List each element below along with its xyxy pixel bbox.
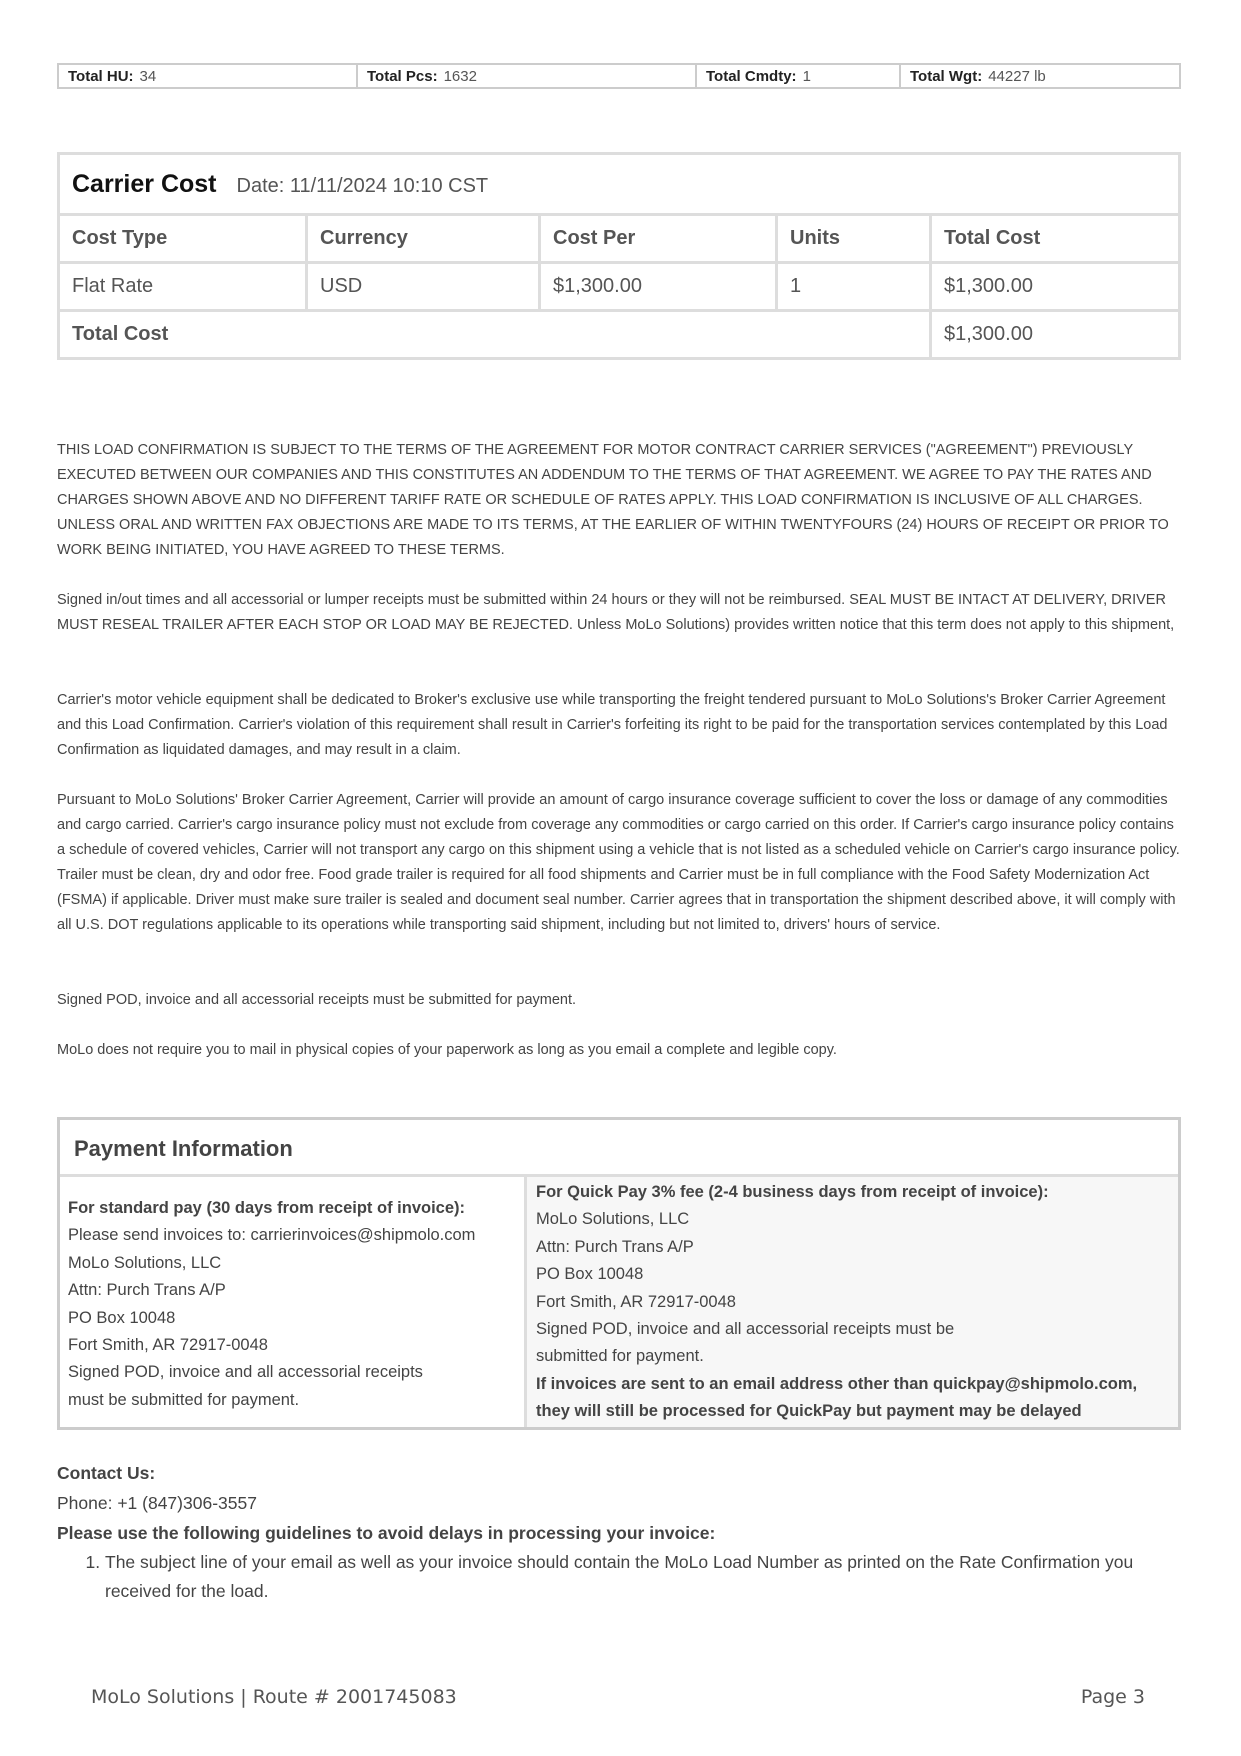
- quickpay-line: Fort Smith, AR 72917-0048: [536, 1292, 736, 1311]
- standard-pay-line: MoLo Solutions, LLC: [68, 1253, 222, 1272]
- contact-heading: Contact Us:: [57, 1463, 156, 1483]
- column-header: Cost Type: [59, 215, 307, 263]
- terms-paragraph: Signed POD, invoice and all accessorial receipts must be submitted for payment.: [57, 992, 577, 1008]
- totals-bar: [57, 63, 1181, 89]
- standard-pay-line: PO Box 10048: [68, 1308, 176, 1327]
- quickpay-line: submitted for payment.: [536, 1347, 704, 1366]
- carrier-cost-table: [57, 152, 1181, 360]
- guidelines-list: [57, 1548, 1183, 1606]
- column-header: Total Cost: [931, 215, 1180, 263]
- total-hu-value: 34: [139, 68, 157, 85]
- table-cell: 1: [777, 263, 931, 311]
- standard-pay-line: Please send invoices to: carrierinvoices@shipmolo.com: [68, 1226, 476, 1245]
- table-row: [59, 263, 1180, 311]
- contact-section: [57, 1458, 1183, 1606]
- terms-paragraph: Carrier's motor vehicle equipment shall be dedicated to Broker's exclusive use while transporting the freight tendered pursuant to MoLo Solutions's Broker Carrier Agreement and this Load Confirmation. Carrier's violation of this requirement shall result in Carrier's forfeiting its right to be paid for the transportation services contemplated by this Load Confirmation as liquidated damages, and may result in a claim.: [57, 692, 1168, 758]
- footer-route: MoLo Solutions | Route # 2001745083: [91, 1686, 457, 1708]
- contact-phone: Phone: +1 (847)306-3557: [57, 1493, 257, 1513]
- total-cost-value: $1,300.00: [931, 311, 1180, 359]
- table-cell: Flat Rate: [59, 263, 307, 311]
- total-cost-label: Total Cost: [59, 311, 931, 359]
- carrier-cost-date: Date: 11/11/2024 10:10 CST: [236, 174, 489, 197]
- footer-page-number: Page 3: [1080, 1686, 1145, 1708]
- standard-pay-line: Signed POD, invoice and all accessorial receipts: [68, 1363, 423, 1382]
- quickpay-line: MoLo Solutions, LLC: [536, 1210, 690, 1229]
- total-hu-label: Total HU:: [68, 68, 134, 85]
- quickpay-note: If invoices are sent to an email address other than quickpay@shipmolo.com,: [536, 1374, 1138, 1393]
- total-cost-row: [59, 311, 1180, 359]
- standard-pay-line: Attn: Purch Trans A/P: [68, 1281, 226, 1300]
- column-header: Cost Per: [540, 215, 777, 263]
- total-cmdty-value: 1: [802, 68, 811, 85]
- guidelines-heading: Please use the following guidelines to avoid delays in processing your invoice:: [57, 1523, 716, 1543]
- total-cmdty-label: Total Cmdty:: [706, 68, 797, 85]
- terms-paragraph: THIS LOAD CONFIRMATION IS SUBJECT TO THE TERMS OF THE AGREEMENT FOR MOTOR CONTRACT CARRIER SERVICES ("AGREEMENT") PREVIOUSLY EXECUTED BETWEEN OUR COMPANIES AND THIS CONSTITUTES AN ADDENDUM TO THE TERMS OF THAT AGREEMENT. WE AGREE TO PAY THE RATES AND CHARGES SHOWN ABOVE AND NO DIFFERENT TARIFF RATE OR SCHEDULE OF RATES APPLY. THIS LOAD CONFIRMATION IS INCLUSIVE OF ALL CHARGES. UNLESS ORAL AND WRITTEN FAX OBJECTIONS ARE MADE TO ITS TERMS, AT THE EARLIER OF WITHIN TWENTYFOURS (24) HOURS OF RECEIPT OR PRIOR TO WORK BEING INITIATED, YOU HAVE AGREED TO THESE TERMS.: [57, 442, 1169, 558]
- table-cell: USD: [307, 263, 540, 311]
- total-pcs-value: 1632: [443, 68, 477, 85]
- column-header: Currency: [307, 215, 540, 263]
- list-item: 1. The subject line of your email as well as your invoice should contain the MoLo Load Number as printed on the Rate Confirmation you received for the load.: [105, 1548, 1183, 1606]
- terms-paragraph: Pursuant to MoLo Solutions' Broker Carrier Agreement, Carrier will provide an amount of cargo insurance coverage sufficient to cover the loss or damage of any commodities and cargo carried. Carrier's cargo insurance policy must not exclude from coverage any commodities or cargo carried on this order. If Carrier's cargo insurance policy contains a schedule of covered vehicles, Carrier will not transport any cargo on this shipment using a vehicle that is not listed as a scheduled vehicle on Carrier's cargo insurance policy. Trailer must be clean, dry and odor free. Food grade trailer is required for all food shipments and Carrier must be in full compliance with the Food Safety Modernization Act (FSMA) if applicable. Driver must make sure trailer is sealed and document seal number. Carrier agrees that in transportation the shipment described above, it will comply with all U.S. DOT regulations applicable to its operations while transporting said shipment, including but not limited to, drivers' hours of service.: [57, 792, 1180, 933]
- total-wgt-label: Total Wgt:: [910, 68, 983, 85]
- total-hu: [59, 65, 358, 87]
- quickpay-line: Signed POD, invoice and all accessorial receipts must be: [536, 1320, 955, 1339]
- payment-information-box: [57, 1117, 1181, 1430]
- payment-information-title: Payment Information: [60, 1120, 1178, 1177]
- quickpay-column: [527, 1177, 1178, 1427]
- standard-pay-line: must be submitted for payment.: [68, 1390, 300, 1409]
- total-cmdty: [697, 65, 901, 87]
- total-pcs: [358, 65, 697, 87]
- carrier-cost-header-row: [59, 215, 1180, 263]
- carrier-cost-title: Carrier Cost: [72, 169, 217, 198]
- quickpay-line: Attn: Purch Trans A/P: [536, 1237, 694, 1256]
- total-pcs-label: Total Pcs:: [367, 68, 438, 85]
- quickpay-heading: For Quick Pay 3% fee (2-4 business days from receipt of invoice):: [536, 1183, 1049, 1201]
- quickpay-note: they will still be processed for QuickPay but payment may be delayed: [536, 1402, 1082, 1421]
- table-cell: $1,300.00: [931, 263, 1180, 311]
- table-cell: $1,300.00: [540, 263, 777, 311]
- column-header: Units: [777, 215, 931, 263]
- quickpay-line: PO Box 10048: [536, 1265, 644, 1284]
- total-wgt-value: 44227 lb: [988, 68, 1046, 85]
- standard-pay-column: [60, 1177, 527, 1427]
- standard-pay-heading: For standard pay (30 days from receipt of invoice):: [68, 1199, 466, 1217]
- terms-paragraph: MoLo does not require you to mail in physical copies of your paperwork as long as you email a complete and legible copy.: [57, 1042, 837, 1058]
- carrier-cost-title-row: [59, 154, 1180, 215]
- standard-pay-line: Fort Smith, AR 72917-0048: [68, 1336, 268, 1355]
- terms-paragraph: Signed in/out times and all accessorial or lumper receipts must be submitted within 24 hours or they will not be reimbursed. SEAL MUST BE INTACT AT DELIVERY, DRIVER MUST RESEAL TRAILER AFTER EACH STOP OR LOAD MAY BE REJECTED. Unless MoLo Solutions) provides written notice that this term does not apply to this shipment,: [57, 592, 1175, 633]
- total-wgt: [901, 65, 1179, 87]
- payment-columns: [60, 1177, 1178, 1427]
